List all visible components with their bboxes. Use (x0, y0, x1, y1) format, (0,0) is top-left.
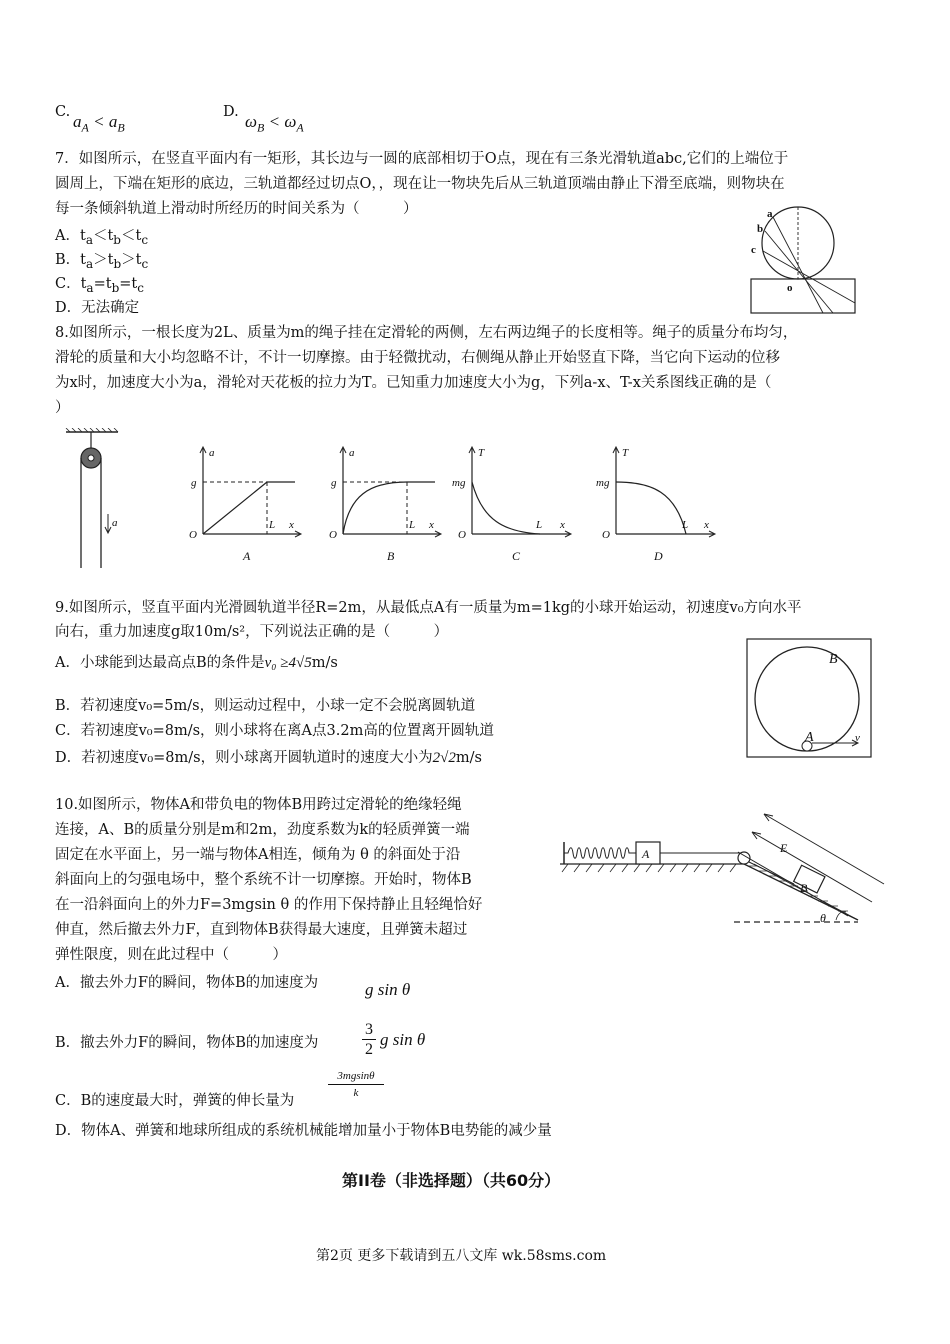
q8-graph-b-x-axis: x (429, 519, 434, 531)
q10-option-c (55, 1090, 294, 1112)
q10-option-b-denominator: 2 (365, 1041, 373, 1058)
q8-graph-a-caption: A (243, 549, 251, 563)
q7-label-b: b (757, 223, 764, 235)
q8-graph-c (448, 440, 576, 568)
q9-option-c: C．若初速度v₀=8m/s，则小球将在离A点3.2m高的位置离开圆轨道 (55, 723, 494, 739)
q8-graph-d (592, 440, 720, 568)
q8-stem-2: 滑轮的质量和大小均忽略不计，不计一切摩擦。由于轻微扰动，右侧绳从静止开始竖直下降，当它向下运动的位移 (55, 350, 780, 366)
q6-option-d-label: D. (223, 104, 239, 120)
q7-label-o: o (787, 282, 793, 294)
q8-graph-d-origin: O (602, 529, 610, 541)
q10-block-b (794, 865, 825, 893)
q10-label-e: E (780, 841, 788, 855)
section-title: 第II卷（非选择题）（共60分） (342, 1171, 561, 1190)
q8-graph-d-x-mark: L (682, 519, 689, 531)
q10-label-b: B (800, 881, 808, 895)
q8-graph-c-y-axis: T (478, 447, 485, 459)
q9-stem-2: 向右，重力加速度g取10m/s²，下列说法正确的是（ ） (55, 624, 449, 640)
q7-stem-2: 圆周上，下端在矩形的底边，三轨道都经过切点O，，现在让一物块先后从三轨道顶端由静止下滑至底端，则物块在 (55, 176, 785, 192)
q10-option-d: D．物体A、弹簧和地球所组成的系统机械能增加量小于物体B电势能的减少量 (55, 1123, 552, 1139)
q8-graph-d-caption: D (654, 549, 663, 563)
q9-option-d (55, 747, 482, 769)
q8-graph-c-y-mark: mg (452, 477, 466, 489)
q8-graph-a-y-mark: g (191, 477, 197, 489)
q10-label-theta: θ (820, 911, 826, 925)
q10-option-a-text: A．撤去外力F的瞬间，物体B的加速度为 (55, 975, 319, 991)
q10-option-a-math: g sin θ (365, 980, 411, 999)
q10-option-b-math: g sin θ (380, 1030, 426, 1049)
q9-label-b: B (829, 652, 838, 667)
q8-graph-d-y-axis: T (622, 447, 629, 459)
q8-stem-3: 为x时，加速度大小为a，滑轮对天花板的拉力为T。已知重力加速度大小为g，下列a-x、T-x关系图线正确的是（ (55, 375, 772, 391)
q10-option-b (55, 1032, 318, 1054)
q8-graph-d-curve (616, 482, 689, 534)
q8-pulley-figure (62, 428, 122, 570)
q10-option-b-fraction (362, 1020, 376, 1059)
q8-graph-a-curve (203, 482, 295, 534)
q8-graph-b-origin: O (329, 529, 337, 541)
q7-label-c: c (751, 244, 756, 256)
q10-stem-6: 伸直，然后撤去外力F，直到物体B获得最大速度，且弹簧未超过 (55, 922, 468, 938)
q9-figure (745, 637, 873, 759)
q9-stem-1: 9.如图所示，竖直平面内光滑圆轨道半径R=2m，从最低点A有一质量为m=1kg的小球开始运动，初速度v₀方向水平 (55, 600, 802, 616)
q9-label-a: A (805, 730, 814, 745)
q9-option-b: B．若初速度v₀=5m/s，则运动过程中，小球一定不会脱离圆轨道 (55, 698, 476, 714)
q10-spring (564, 848, 636, 859)
q7-track-a (773, 217, 823, 313)
q7-figure (745, 205, 860, 317)
q8-graph-b (325, 440, 445, 568)
q6-option-d (223, 104, 239, 120)
q9-option-a-text: A．小球能到达最高点B的条件是 (55, 655, 265, 671)
q7-rectangle (751, 279, 855, 313)
q10-stem-7: 弹性限度，则在此过程中（ ） (55, 947, 287, 963)
q8-graph-b-y-mark: g (331, 477, 337, 489)
q8-graph-b-y-axis: a (349, 447, 355, 459)
q10-option-a (55, 972, 318, 994)
page-footer: 第2页 更多下载请到五八文库 wk.58sms.com (316, 1248, 607, 1264)
q10-stem-5: 在一沿斜面向上的外力F=3mgsin θ 的作用下保持静止且轻绳恰好 (55, 897, 483, 913)
q7-option-a: A．$t_a<t_b<t_c$ (55, 228, 149, 247)
q6-option-d-expr: $\omega_B < \omega_A$ (245, 112, 304, 135)
q10-option-c-fraction (328, 1068, 384, 1101)
q6-option-c-label: C. (55, 104, 71, 120)
q8-graph-c-caption: C (512, 549, 521, 563)
q8-pulley-label: a (112, 517, 118, 529)
q8-graph-a-x-axis: x (289, 519, 294, 531)
q6-option-c-expr: $a_A < a_B$ (73, 112, 125, 135)
q8-graph-d-y-mark: mg (596, 477, 610, 489)
q10-stem-2: 连接，A、B的质量分别是m和2m，劲度系数为k的轻质弹簧一端 (55, 822, 470, 838)
q7-option-c: C．$t_a=t_b=t_c$ (55, 276, 144, 295)
q8-graph-a-x-mark: L (269, 519, 276, 531)
q10-figure (558, 812, 890, 934)
q10-stem-1: 10.如图所示，物体A和带负电的物体B用跨过定滑轮的绝缘轻绳 (55, 797, 462, 813)
q8-graph-c-x-axis: x (560, 519, 565, 531)
q8-graph-a-y-axis: a (209, 447, 215, 459)
q7-stem-1: 7．如图所示，在竖直平面内有一矩形，其长边与一圆的底部相切于O点，现在有三条光滑轨道abc,它们的上端位于 (55, 151, 789, 167)
q10-option-c-numerator: 3mgsinθ (328, 1068, 384, 1085)
q7-track-c (763, 251, 855, 303)
q7-stem-3: 每一条倾斜轨道上滑动时所经历的时间关系为（ ） (55, 201, 418, 217)
q8-graph-a-origin: O (189, 529, 197, 541)
q7-option-b: B．$t_a>t_b>t_c$ (55, 252, 149, 271)
q8-graph-b-x-mark: L (409, 519, 416, 531)
q10-option-b-numerator: 3 (362, 1020, 376, 1040)
q8-graph-c-origin: O (458, 529, 466, 541)
q7-label-a: a (767, 208, 773, 220)
q10-option-c-denominator: k (353, 1087, 359, 1099)
q8-graph-c-curve (472, 482, 543, 534)
q10-option-c-text: C．B的速度最大时，弹簧的伸长量为 (55, 1093, 295, 1109)
q9-option-a-math: v₀ ≥4√5 (264, 655, 312, 671)
q9-label-v: v (855, 732, 860, 744)
q10-stem-4: 斜面向上的匀强电场中，整个系统不计一切摩擦。开始时，物体B (55, 872, 472, 888)
q9-option-a (55, 652, 338, 674)
q7-option-d: D．无法确定 (55, 300, 140, 316)
q8-stem-4: ） (55, 400, 70, 416)
q8-graph-b-curve (343, 482, 435, 534)
q9-option-d-unit: m/s (455, 750, 482, 766)
q9-option-d-text: D．若初速度v₀=8m/s，则小球离开圆轨道时的速度大小为 (55, 750, 433, 766)
q8-stem-1: 8.如图所示，一根长度为2L、质量为m的绳子挂在定滑轮的两侧，左右两边绳子的长度相等。绳子的质量分布均匀， (55, 325, 798, 341)
q10-label-a: A (642, 847, 650, 861)
q8-graph-b-caption: B (387, 549, 395, 563)
q10-option-b-text: B．撤去外力F的瞬间，物体B的加速度为 (55, 1035, 319, 1051)
q9-option-a-unit: m/s (311, 655, 338, 671)
q7-track-b (765, 231, 833, 313)
q9-option-d-math: 2√2 (432, 750, 456, 766)
q10-field-line-3 (738, 852, 848, 916)
q8-graph-c-x-mark: L (536, 519, 543, 531)
q10-stem-3: 固定在水平面上，另一端与物体A相连，倾角为 θ 的斜面处于沿 (55, 847, 461, 863)
q8-graph-a (185, 440, 305, 568)
q8-graph-d-x-axis: x (704, 519, 709, 531)
q6-option-c (55, 104, 70, 120)
